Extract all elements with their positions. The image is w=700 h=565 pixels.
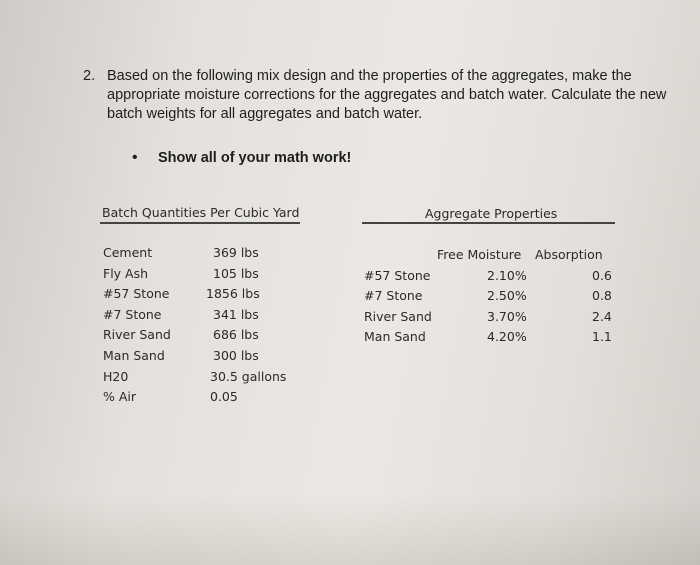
photo-shadow (0, 495, 700, 565)
aggregate-name: #7 Stone (364, 288, 423, 304)
batch-item-name: River Sand (103, 327, 171, 343)
aggregate-name: River Sand (364, 308, 432, 324)
column-header-free-moisture: Free Moisture (437, 247, 522, 262)
batch-item-quantity: 30.5 gallons (210, 368, 287, 384)
aggregate-absorption: 0.6 (592, 268, 612, 283)
batch-table-title: Batch Quantities Per Cubic Yard (102, 205, 300, 220)
aggregate-absorption: 0.8 (592, 288, 612, 304)
bullet-point: • (132, 149, 138, 166)
aggregate-title-underline (362, 222, 615, 224)
question-text: Based on the following mix design and the properties of the aggregates, make the appropriate moisture corrections for the aggregates and batch water. Calculate the new batch weights for all aggregates and batch water. (107, 68, 667, 122)
batch-item-name: #7 Stone (103, 306, 162, 322)
batch-item-name: #57 Stone (103, 286, 170, 302)
batch-item-name: H20 (103, 368, 129, 384)
aggregate-name: #57 Stone (364, 268, 431, 283)
batch-item-quantity: 369 lbs (213, 245, 259, 260)
aggregate-free-moisture: 3.70% (487, 308, 527, 324)
batch-item-quantity: 341 lbs (213, 306, 259, 322)
batch-item-name: Fly Ash (103, 265, 149, 281)
batch-title-underline (100, 222, 300, 224)
aggregate-name: Man Sand (364, 328, 426, 344)
column-header-absorption: Absorption (535, 247, 603, 262)
batch-item-quantity: 105 lbs (213, 265, 259, 281)
batch-item-quantity: 0.05 (210, 389, 238, 405)
batch-item-name: % Air (103, 389, 137, 405)
batch-item-quantity: 300 lbs (213, 348, 259, 363)
aggregate-absorption: 2.4 (592, 308, 612, 324)
aggregate-table-title: Aggregate Properties (425, 206, 558, 221)
aggregate-absorption: 1.1 (592, 328, 612, 344)
instruction-text: Show all of your math work! (158, 150, 352, 166)
batch-item-name: Cement (103, 245, 153, 260)
aggregate-free-moisture: 4.20% (487, 328, 527, 344)
aggregate-free-moisture: 2.10% (487, 268, 527, 283)
batch-item-name: Man Sand (103, 348, 165, 363)
aggregate-free-moisture: 2.50% (487, 288, 527, 304)
batch-item-quantity: 686 lbs (213, 327, 259, 343)
batch-item-quantity: 1856 lbs (206, 286, 260, 302)
question-number: 2. (83, 68, 96, 84)
